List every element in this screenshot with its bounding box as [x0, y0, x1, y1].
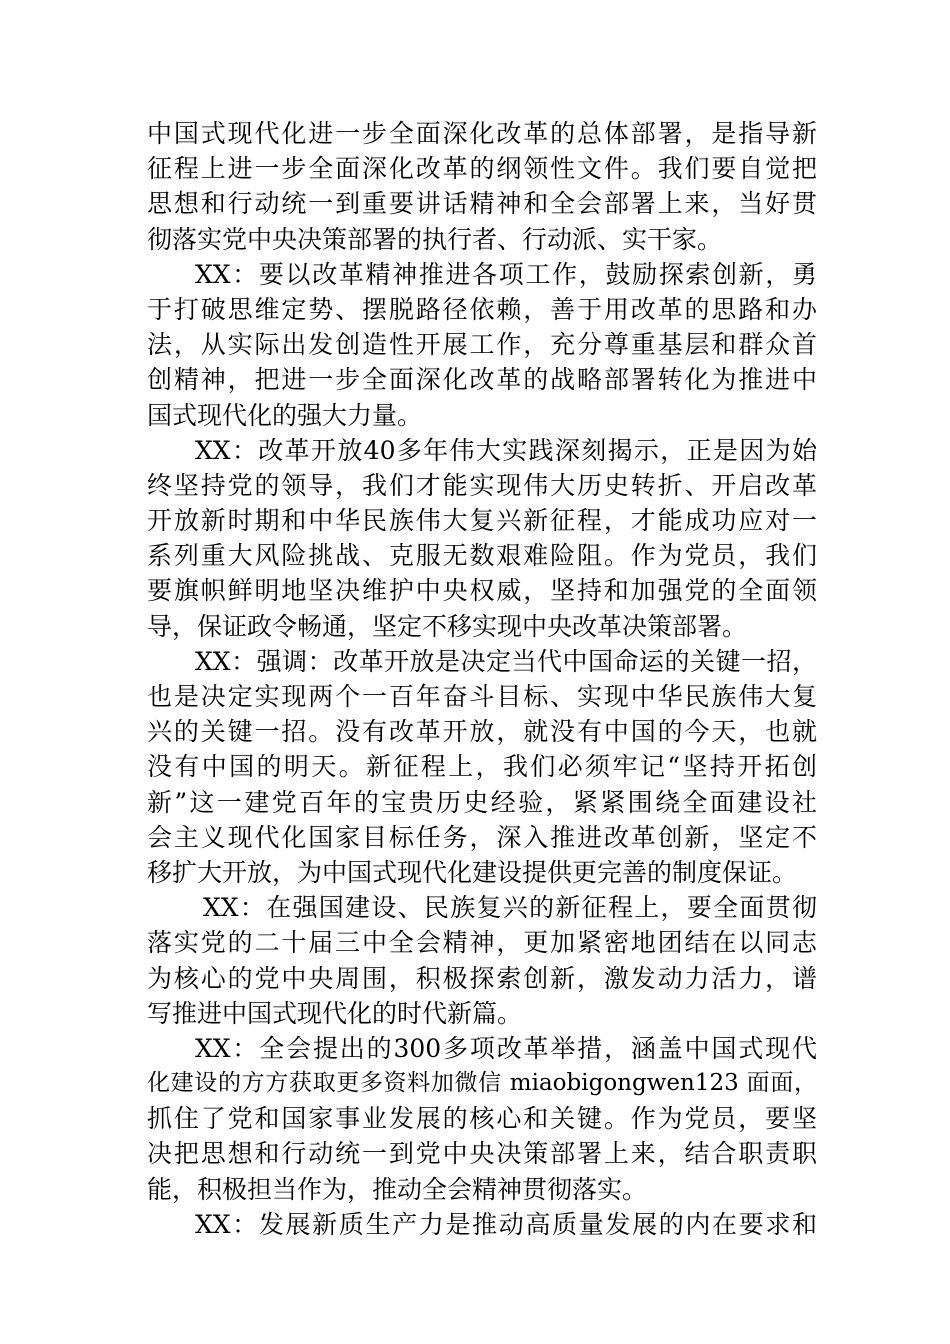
- text-line: 彻落实党中央决策部署的执行者、行动派、实干家。: [147, 224, 723, 254]
- text-line: 也是决定实现两个一百年奋斗目标、实现中华民族伟大复: [147, 682, 817, 711]
- text-line: 移扩大开放，为中国式现代化建设提供更完善的制度保证。: [147, 857, 798, 887]
- text-line: 要旗帜鲜明地坚决维护中央权威，坚持和加强党的全面领: [147, 576, 817, 606]
- paragraph-first-line: XX：在强国建设、民族复兴的新征程上，要全面贯彻: [203, 893, 817, 923]
- paragraph-first-line: XX：强调：改革开放是决定当代中国命运的关键一招，: [195, 646, 817, 676]
- text-line: 决把思想和行动统一到党中央决策部署上来，结合职责职: [147, 1139, 817, 1169]
- text-line: 会主义现代化国家目标任务，深入推进改革创新，坚定不: [147, 822, 817, 852]
- paragraph-first-line: XX：要以改革精神推进各项工作，鼓励探索创新，勇: [195, 259, 817, 289]
- text-line: 兴的关键一招。没有改革开放，就没有中国的今天，也就: [147, 717, 817, 747]
- text-line: 写推进中国式现代化的时代新篇。: [147, 998, 523, 1028]
- paragraph-first-line: XX：发展新质生产力是推动高质量发展的内在要求和: [195, 1209, 817, 1239]
- text-line: 新”这一建党百年的宝贵历史经验，紧紧围绕全面建设社: [147, 787, 817, 817]
- text-line: 终坚持党的领导，我们才能实现伟大历史转折、开启改革: [147, 470, 817, 500]
- text-line: 创精神，把进一步全面深化改革的战略部署转化为推进中: [147, 365, 817, 395]
- text-line: 系列重大风险挑战、克服无数艰难险阻。作为党员，我们: [147, 541, 817, 571]
- paragraph-first-line: XX：全会提出的300多项改革举措，涵盖中国式现代: [195, 1033, 817, 1063]
- document-body: [147, 116, 817, 1242]
- text-line: 开放新时期和中华民族伟大复兴新征程，才能成功应对一: [147, 506, 817, 536]
- text-line: 于打破思维定势、摆脱路径依赖，善于用改革的思路和办: [147, 294, 817, 324]
- text-line: 没有中国的明天。新征程上，我们必须牢记“坚持开拓创: [147, 752, 817, 782]
- text-line: 征程上进一步全面深化改革的纲领性文件。我们要自觉把: [147, 154, 817, 184]
- text-line: 化建设的方方获取更多资料加微信 miaobigongwen123 面面，: [147, 1070, 817, 1097]
- text-line: 中国式现代化进一步全面深化改革的总体部署，是指导新: [147, 119, 817, 148]
- text-line: 落实党的二十届三中全会精神，更加紧密地团结在以同志: [147, 928, 817, 958]
- paragraph-first-line: XX：改革开放40多年伟大实践深刻揭示，正是因为始: [195, 435, 817, 465]
- text-line: 为核心的党中央周围，积极探索创新，激发动力活力，谱: [147, 963, 817, 993]
- text-line: 抓住了党和国家事业发展的核心和关键。作为党员，要坚: [147, 1104, 817, 1134]
- text-line: 法，从实际出发创造性开展工作，充分尊重基层和群众首: [147, 330, 817, 360]
- text-line: 国式现代化的强大力量。: [147, 400, 423, 430]
- text-line: 能，积极担当作为，推动全会精神贯彻落实。: [147, 1174, 648, 1204]
- text-line: 思想和行动统一到重要讲话精神和全会部署上来，当好贯: [147, 189, 817, 219]
- text-line: 导，保证政令畅通，坚定不移实现中央改革决策部署。: [147, 611, 748, 641]
